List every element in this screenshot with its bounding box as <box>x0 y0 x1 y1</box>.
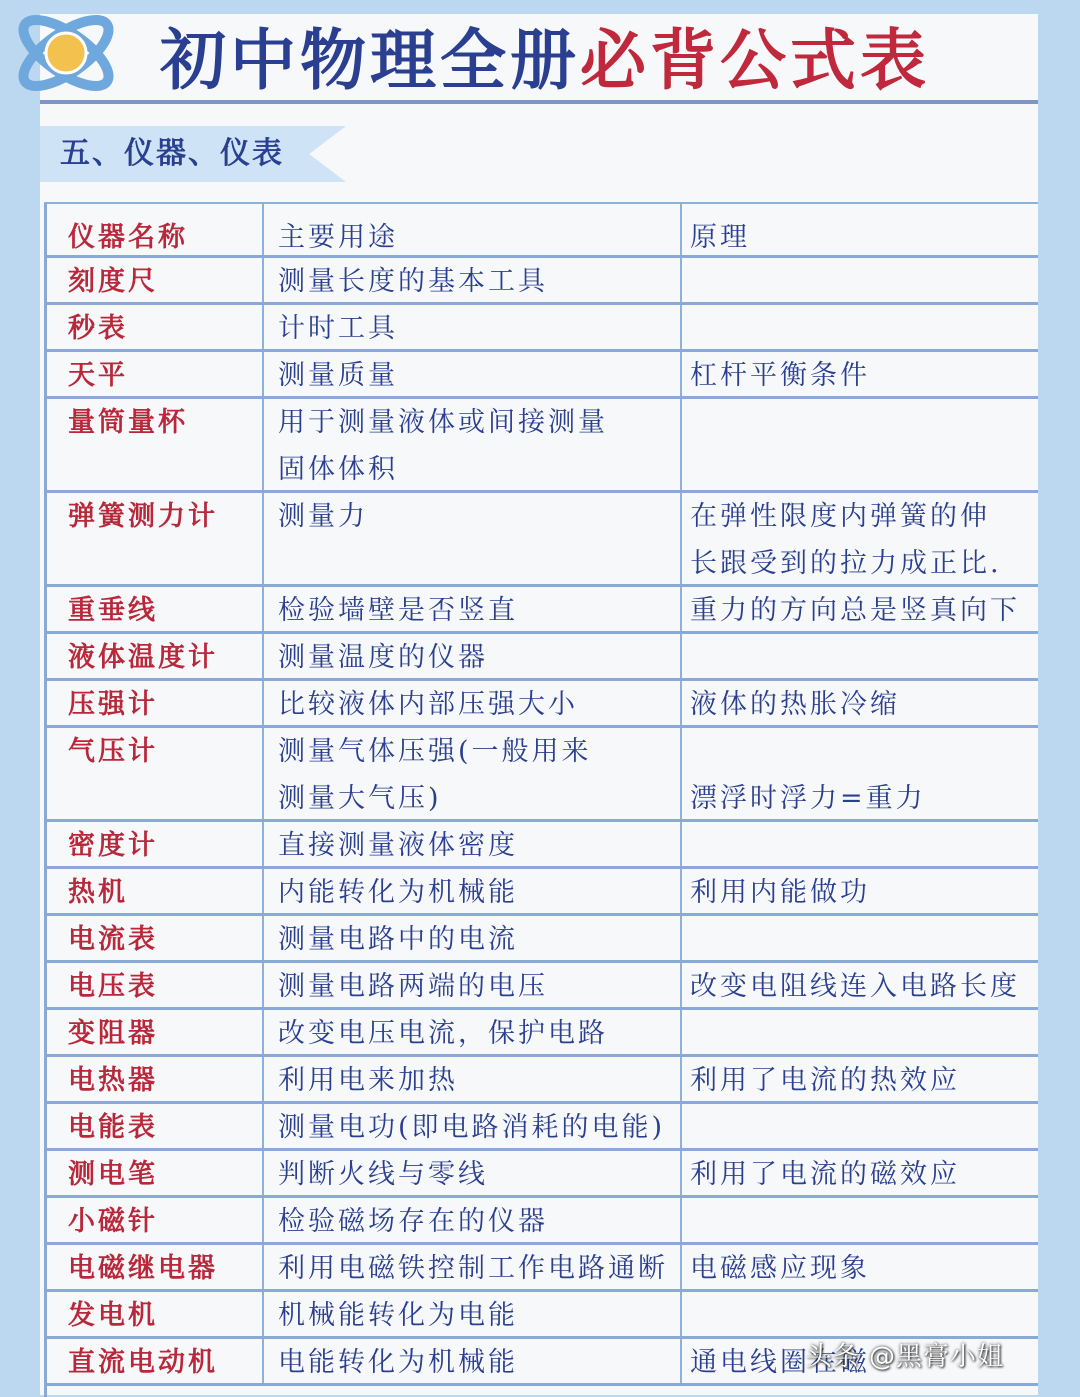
table-row <box>44 822 1038 869</box>
instrument-name-cell: 液体温度计 <box>68 642 218 673</box>
instrument-usage-cell: 直接测量液体密度 <box>262 822 680 866</box>
instrument-principle-cell <box>680 305 1038 349</box>
instrument-usage-cell: 机械能转化为电能 <box>262 1292 680 1336</box>
instrument-principle-cell <box>680 399 1038 490</box>
instrument-name-cell: 天平 <box>68 360 128 391</box>
instrument-usage-cell: 测量气体压强(一般用来 测量大气压) <box>262 728 680 819</box>
column-header-name: 仪器名称 <box>68 222 188 253</box>
instrument-name-cell: 量筒量杯 <box>68 407 188 438</box>
table-row <box>44 1010 1038 1057</box>
instrument-name-cell: 秒表 <box>68 313 128 344</box>
instrument-name-cell: 弹簧测力计 <box>68 501 218 532</box>
table-row <box>44 493 1038 587</box>
table-row <box>44 1057 1038 1104</box>
instrument-principle-cell <box>680 1104 1038 1148</box>
title-underline <box>40 100 1038 104</box>
instrument-name-cell: 电磁继电器 <box>68 1253 218 1284</box>
instrument-principle-cell: 液体的热胀冷缩 <box>680 681 1038 725</box>
watermark: 头条 @黑膏小姐 <box>805 1342 1004 1372</box>
instrument-name-cell: 电流表 <box>68 924 158 955</box>
instrument-usage-cell: 用于测量液体或间接测量 固体体积 <box>262 399 680 490</box>
instrument-name-cell: 刻度尺 <box>68 266 158 297</box>
instrument-name-cell: 电热器 <box>68 1065 158 1096</box>
column-header-principle: 原理 <box>680 204 1038 255</box>
table-row <box>44 305 1038 352</box>
table-row <box>44 1198 1038 1245</box>
instrument-principle-cell <box>680 1198 1038 1242</box>
instrument-usage-cell: 电能转化为机械能 <box>262 1339 680 1383</box>
instrument-principle-cell: 利用了电流的磁效应 <box>680 1151 1038 1195</box>
instrument-name-cell: 重垂线 <box>68 595 158 626</box>
table-row <box>44 399 1038 493</box>
instrument-usage-cell: 判断火线与零线 <box>262 1151 680 1195</box>
instrument-table <box>44 202 1038 1386</box>
table-row <box>44 916 1038 963</box>
instrument-principle-cell <box>680 1010 1038 1054</box>
instrument-usage-cell: 改变电压电流，保护电路 <box>262 1010 680 1054</box>
instrument-name-cell: 发电机 <box>68 1300 158 1331</box>
atom-logo-icon <box>6 4 126 102</box>
instrument-usage-cell: 测量质量 <box>262 352 680 396</box>
instrument-name-cell: 直流电动机 <box>68 1347 218 1378</box>
instrument-name-cell: 密度计 <box>68 830 158 861</box>
column-header-usage: 主要用途 <box>262 204 680 255</box>
instrument-usage-cell: 内能转化为机械能 <box>262 869 680 913</box>
table-row <box>44 728 1038 822</box>
instrument-usage-cell: 利用电磁铁控制工作电路通断 <box>262 1245 680 1289</box>
instrument-usage-cell: 测量温度的仪器 <box>262 634 680 678</box>
table-row <box>44 869 1038 916</box>
section-title: 五、仪器、仪表 <box>60 136 284 171</box>
instrument-name-cell: 测电笔 <box>68 1159 158 1190</box>
table-row <box>44 587 1038 634</box>
title-red-part: 必背公式表 <box>580 21 930 99</box>
instrument-principle-cell <box>680 258 1038 302</box>
instrument-principle-cell: 电磁感应现象 <box>680 1245 1038 1289</box>
instrument-principle-cell: 杠杆平衡条件 <box>680 352 1038 396</box>
instrument-name-cell: 变阻器 <box>68 1018 158 1049</box>
table-row <box>44 681 1038 728</box>
instrument-name-cell: 压强计 <box>68 689 158 720</box>
table-row <box>44 352 1038 399</box>
instrument-principle-cell <box>680 1292 1038 1336</box>
instrument-usage-cell: 利用电来加热 <box>262 1057 680 1101</box>
instrument-principle-cell <box>680 634 1038 678</box>
instrument-usage-cell: 测量力 <box>262 493 680 584</box>
instrument-usage-cell: 测量电路两端的电压 <box>262 963 680 1007</box>
instrument-principle-cell: 利用了电流的热效应 <box>680 1057 1038 1101</box>
instrument-usage-cell: 测量电路中的电流 <box>262 916 680 960</box>
page-title <box>160 20 1040 100</box>
table-row <box>44 258 1038 305</box>
instrument-principle-cell <box>680 916 1038 960</box>
instrument-principle-cell: 通电线圈在磁 <box>680 1339 1038 1383</box>
title-blue-part: 初中物理全册 <box>160 21 580 99</box>
instrument-name-cell: 电能表 <box>68 1112 158 1143</box>
table-row <box>44 1292 1038 1339</box>
instrument-principle-cell: 漂浮时浮力=重力 <box>680 728 1038 819</box>
instrument-principle-cell: 利用内能做功 <box>680 869 1038 913</box>
instrument-usage-cell: 测量长度的基本工具 <box>262 258 680 302</box>
instrument-usage-cell: 计时工具 <box>262 305 680 349</box>
table-row <box>44 1104 1038 1151</box>
table-row <box>44 963 1038 1010</box>
instrument-principle-cell <box>680 822 1038 866</box>
instrument-principle-cell: 重力的方向总是竖真向下 <box>680 587 1038 631</box>
table-row <box>44 1151 1038 1198</box>
instrument-usage-cell: 测量电功(即电路消耗的电能) <box>262 1104 680 1148</box>
table-row <box>44 634 1038 681</box>
instrument-name-cell: 电压表 <box>68 971 158 1002</box>
instrument-name-cell: 气压计 <box>68 736 158 767</box>
instrument-principle-cell: 改变电阻线连入电路长度 <box>680 963 1038 1007</box>
table-row <box>44 1245 1038 1292</box>
page <box>40 14 1038 1395</box>
instrument-name-cell: 热机 <box>68 877 128 908</box>
instrument-name-cell: 小磁针 <box>68 1206 158 1237</box>
instrument-usage-cell: 检验磁场存在的仪器 <box>262 1198 680 1242</box>
instrument-principle-cell: 在弹性限度内弹簧的伸 长跟受到的拉力成正比. <box>680 493 1038 584</box>
instrument-usage-cell: 检验墙壁是否竖直 <box>262 587 680 631</box>
table-header-row <box>44 204 1038 258</box>
instrument-usage-cell: 比较液体内部压强大小 <box>262 681 680 725</box>
